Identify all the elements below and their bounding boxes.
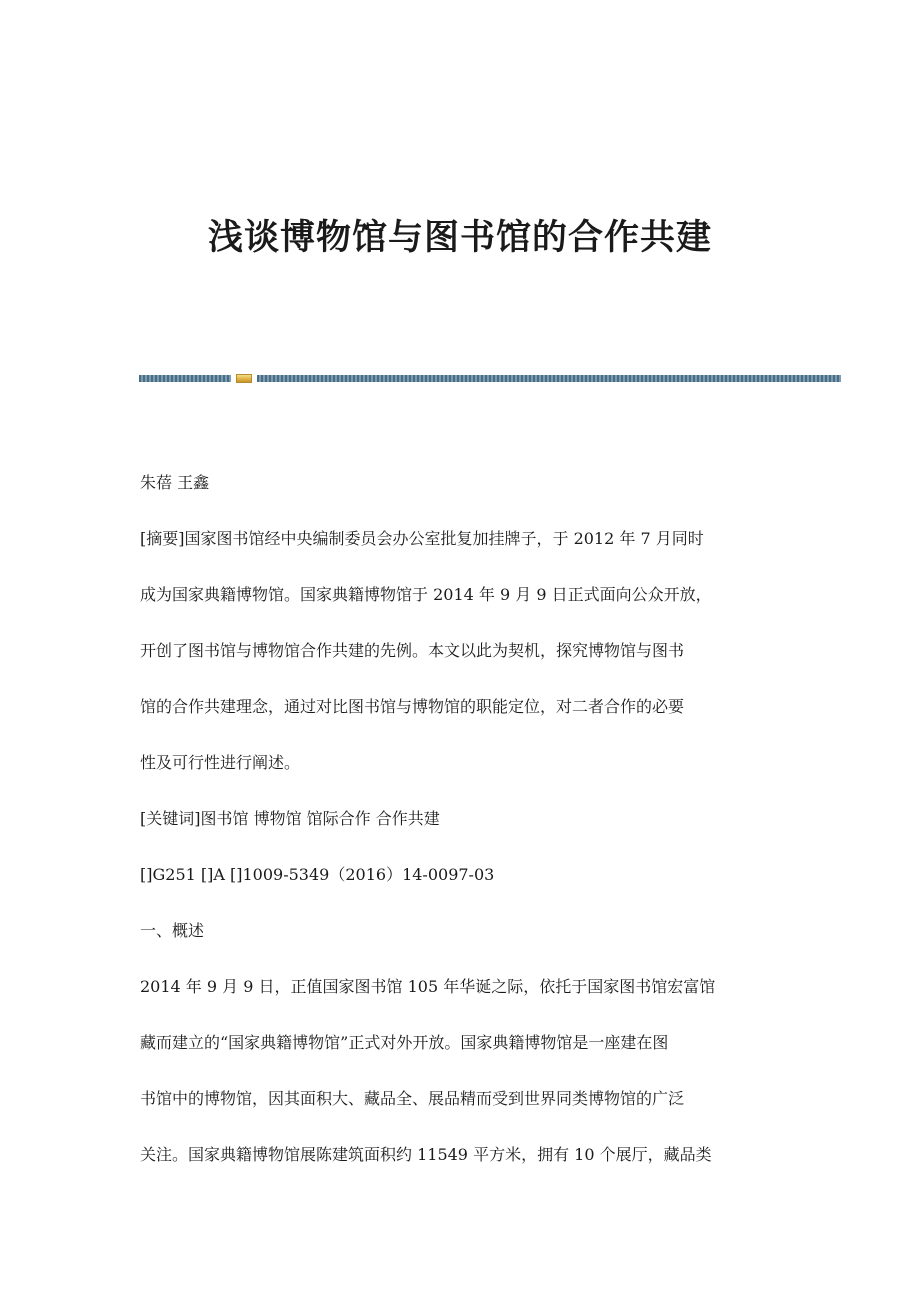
body-line: 2014 年 9 月 9 日，正值国家图书馆 105 年华诞之际，依托于国家图书馆宏富馆 (140, 977, 716, 996)
body-line: 关注。国家典籍博物馆展陈建筑面积约 11549 平方米，拥有 10 个展厅，藏品类 (140, 1145, 712, 1164)
page-title: 浅谈博物馆与图书馆的合作共建 (207, 217, 712, 258)
abstract-line: 性及可行性进行阐述。 (140, 753, 301, 772)
keywords: [关键词]图书馆 博物馆 馆际合作 合作共建 (140, 809, 440, 828)
article-body (140, 466, 780, 1172)
abstract-line: 成为国家典籍博物馆。国家典籍博物馆于 2014 年 9 月 9 日正式面向公众开放， (140, 585, 712, 604)
divider-bar-right (257, 375, 841, 382)
title-divider (139, 374, 841, 384)
authors: 朱蓓 王鑫 (140, 473, 210, 492)
section-body (140, 970, 780, 1172)
divider-ornament-icon (236, 374, 252, 383)
body-line: 藏而建立的“国家典籍博物馆”正式对外开放。国家典籍博物馆是一座建在图 (140, 1033, 669, 1052)
body-line: 书馆中的博物馆，因其面积大、藏品全、展品精而受到世界同类博物馆的广泛 (140, 1089, 685, 1108)
classification-codes: []G251 []A []1009-5349（2016）14-0097-03 (140, 865, 495, 884)
abstract-line: 开创了图书馆与博物馆合作共建的先例。本文以此为契机，探究博物馆与图书 (140, 641, 685, 660)
abstract-line: 馆的合作共建理念，通过对比图书馆与博物馆的职能定位，对二者合作的必要 (140, 697, 685, 716)
abstract (140, 522, 780, 780)
divider-bar-left (139, 375, 231, 382)
abstract-line: [摘要]国家图书馆经中央编制委员会办公室批复加挂牌子，于 2012 年 7 月同时 (140, 529, 704, 548)
section-heading: 一、概述 (140, 921, 205, 940)
